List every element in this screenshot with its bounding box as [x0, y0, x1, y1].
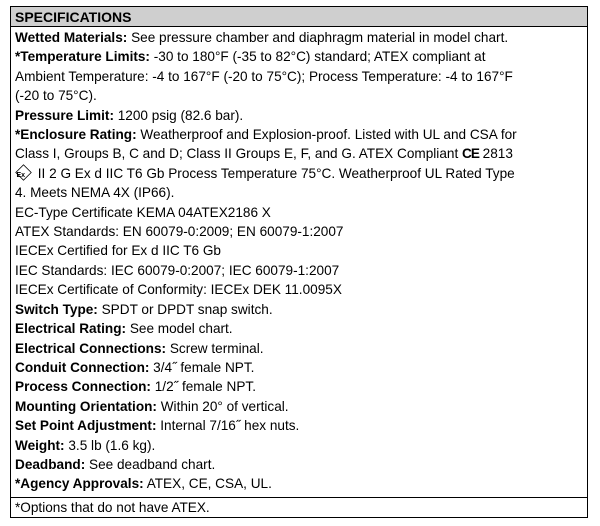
spec-label: Electrical Connections:	[15, 340, 167, 356]
spec-value: 3/4˝ female NPT.	[149, 359, 255, 375]
spec-enclosure-line-4: 4. Meets NEMA 4X (IP66).	[15, 185, 175, 201]
spec-enclosure-rating	[15, 125, 583, 144]
spec-label: Set Point Adjustment:	[15, 418, 157, 434]
spec-value: 1200 psig (82.6 bar).	[113, 107, 244, 123]
spec-label: Weight:	[15, 437, 65, 453]
spec-value: Internal 7/16˝ hex nuts.	[156, 418, 300, 434]
ex-mark-text: Ex	[16, 170, 26, 179]
footer-note: *Options that do not have ATEX.	[15, 500, 210, 515]
spec-value: ATEX, CE, CSA, UL.	[143, 476, 272, 492]
spec-pressure-limit	[15, 106, 583, 125]
spec-process-connection	[15, 377, 583, 396]
spec-iecex-conformity: IECEx Certificate of Conformity: IECEx DEK 11.0095X	[15, 282, 342, 298]
spec-temperature-limits	[15, 47, 583, 66]
spec-value: 3.5 lb (1.6 kg).	[64, 437, 156, 453]
ce-mark-icon: CE	[462, 146, 479, 162]
spec-label: Electrical Rating:	[15, 321, 127, 337]
spec-label: *Enclosure Rating:	[15, 127, 137, 143]
spec-value: Weatherproof and Explosion-proof. Listed with UL and CSA for	[136, 127, 517, 143]
spec-ec-certificate: EC-Type Certificate KEMA 04ATEX2186 X	[15, 204, 271, 220]
spec-value: See deadband chart.	[85, 456, 216, 472]
table-header	[11, 7, 587, 27]
spec-value: Screw terminal.	[166, 340, 264, 356]
spec-value: II 2 G Ex d IIC T6 Gb Process Temperature 75°C. Weatherproof UL Rated Type	[34, 165, 515, 181]
spec-weight	[15, 436, 583, 455]
spec-label: *Agency Approvals:	[15, 476, 144, 492]
spec-content	[11, 27, 587, 494]
table-footer	[11, 497, 587, 517]
spec-electrical-rating	[15, 319, 583, 338]
spec-deadband	[15, 455, 583, 474]
spec-agency-approvals	[15, 474, 583, 493]
spec-value: Within 20° of vertical.	[156, 398, 289, 414]
spec-switch-type	[15, 300, 583, 319]
spec-conduit-connection	[15, 358, 583, 377]
spec-value: -30 to 180°F (-35 to 82°C) standard; ATEX compliant at	[149, 49, 486, 65]
spec-label: Process Connection:	[15, 379, 151, 395]
spec-wetted-materials	[15, 28, 583, 47]
spec-value: Class I, Groups B, C and D; Class II Groups E, F, and G. ATEX Compliant	[15, 146, 462, 162]
spec-atex-standards: ATEX Standards: EN 60079-0:2009; EN 60079-1:2007	[15, 224, 344, 240]
spec-value: 2813	[478, 146, 513, 162]
spec-iec-standards: IEC Standards: IEC 60079-0:2007; IEC 60079-1:2007	[15, 262, 340, 278]
spec-value: SPDT or DPDT snap switch.	[97, 301, 273, 317]
spec-label: Wetted Materials:	[15, 30, 128, 45]
spec-enclosure-line-2	[15, 144, 583, 163]
spec-value: See pressure chamber and diaphragm material in model chart.	[127, 30, 509, 45]
spec-label: Switch Type:	[15, 301, 98, 317]
spec-label: Deadband:	[15, 456, 86, 472]
spec-label: Conduit Connection:	[15, 359, 150, 375]
spec-label: *Temperature Limits:	[15, 49, 150, 65]
spec-value: See model chart.	[126, 321, 233, 337]
specifications-table	[10, 6, 588, 518]
spec-enclosure-line-3	[15, 164, 583, 183]
ex-mark-icon	[15, 164, 32, 181]
spec-mounting-orientation	[15, 397, 583, 416]
header-title: SPECIFICATIONS	[15, 9, 132, 25]
spec-temperature-line-3: (-20 to 75°C).	[15, 88, 97, 104]
spec-value: 1/2˝ female NPT.	[150, 379, 256, 395]
spec-temperature-line-2: Ambient Temperature: -4 to 167°F (-20 to 75°C); Process Temperature: -4 to 167°F	[15, 68, 513, 84]
spec-electrical-connections	[15, 339, 583, 358]
spec-iecex-certified: IECEx Certified for Ex d IIC T6 Gb	[15, 243, 221, 259]
spec-set-point-adjustment	[15, 416, 583, 435]
spec-label: Pressure Limit:	[15, 107, 114, 123]
spec-label: Mounting Orientation:	[15, 398, 157, 414]
